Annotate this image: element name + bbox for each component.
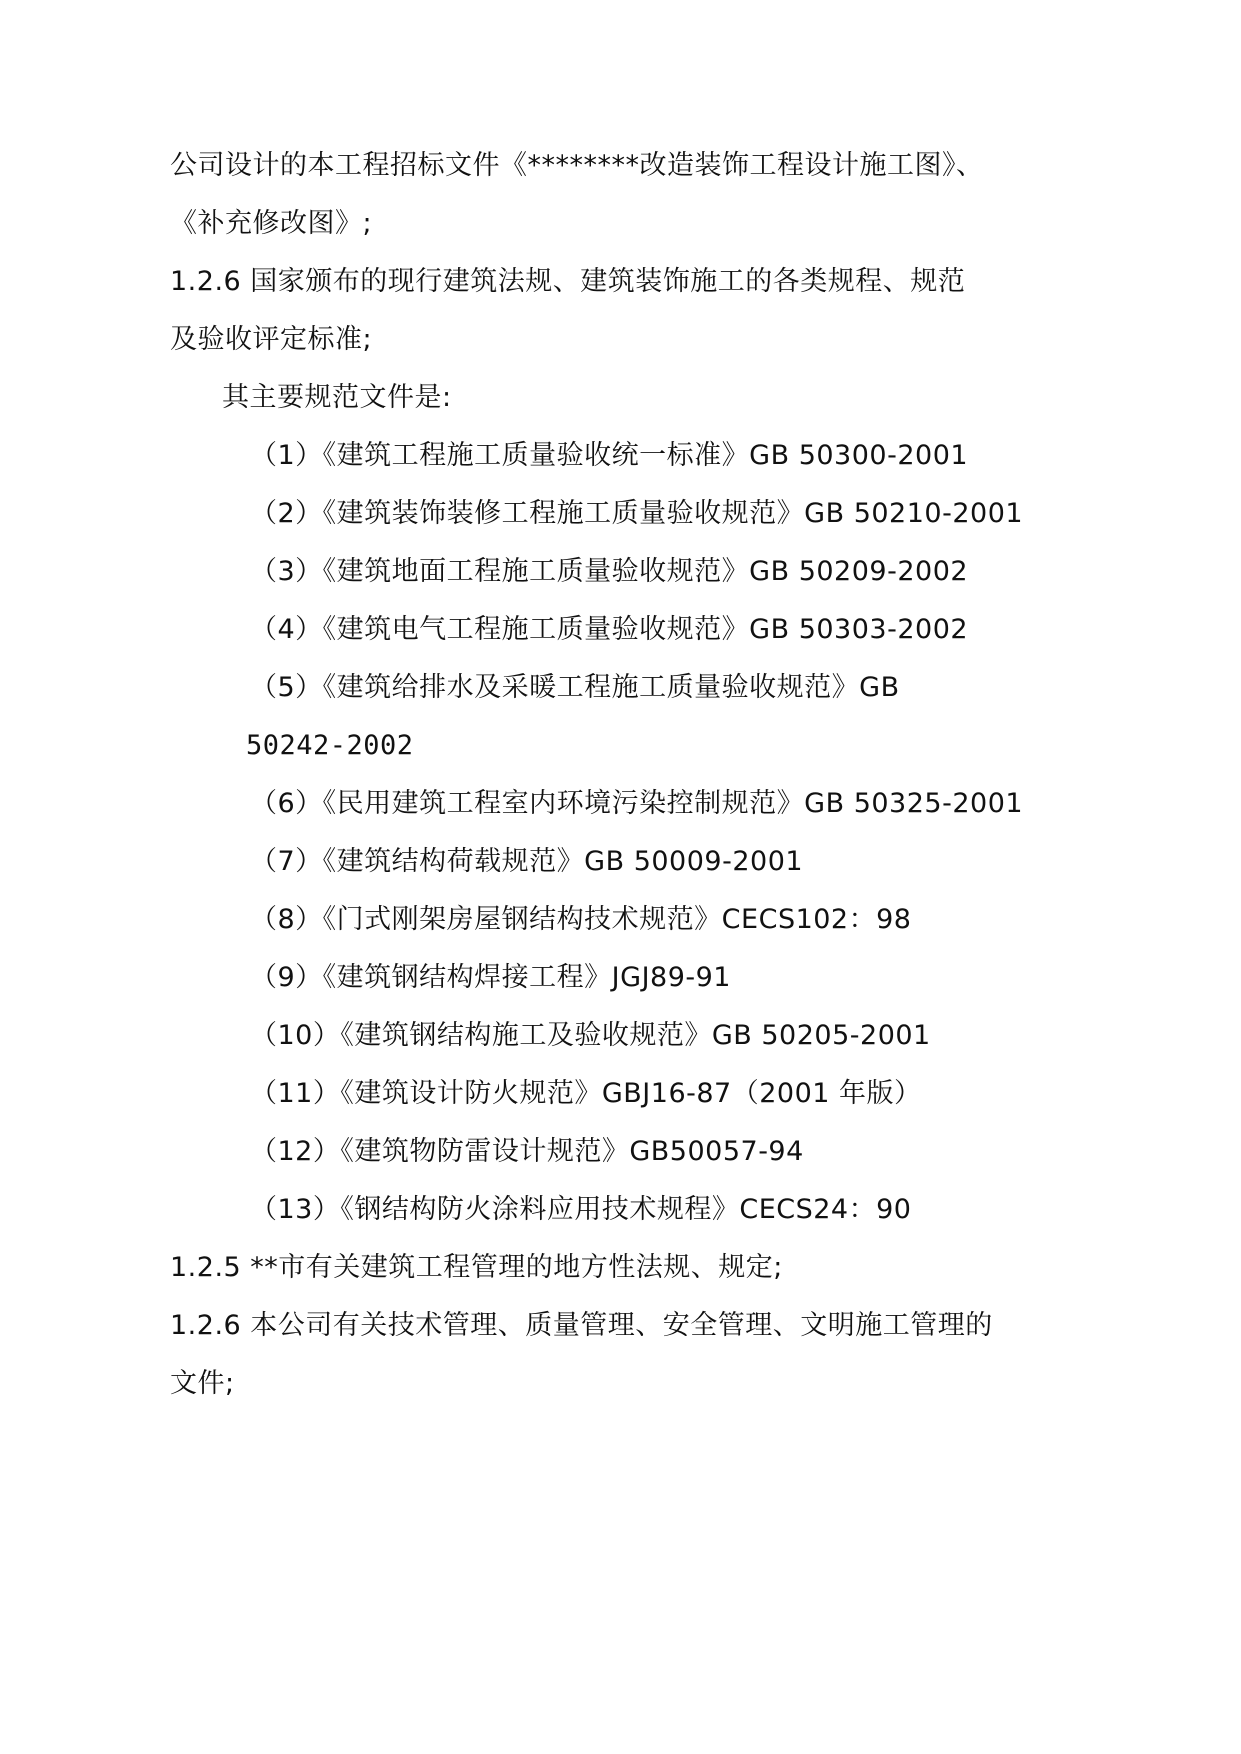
item-126-line-2: 及验收评定标准; [170,324,373,355]
intro-line-2: 《补充修改图》; [170,208,373,239]
spec-item-7: （7）《建筑结构荷载规范》GB 50009-2001 [250,846,804,877]
intro-line-1: 公司设计的本工程招标文件《********改造装饰工程设计施工图》、 [170,150,984,181]
spec-item-2: （2）《建筑装饰装修工程施工质量验收规范》GB 50210-2001 [250,498,1024,529]
spec-item-5-continuation: 50242-2002 [246,730,414,761]
spec-item-6: （6）《民用建筑工程室内环境污染控制规范》GB 50325-2001 [250,788,1024,819]
spec-item-10: （10）《建筑钢结构施工及验收规范》GB 50205-2001 [250,1020,931,1051]
spec-item-1: （1）《建筑工程施工质量验收统一标准》GB 50300-2001 [250,440,969,471]
main-specs-label: 其主要规范文件是: [222,382,452,413]
spec-item-12: （12）《建筑物防雷设计规范》GB50057-94 [250,1136,804,1167]
spec-item-5: （5）《建筑给排水及采暖工程施工质量验收规范》GB [250,672,900,703]
spec-item-13: （13）《钢结构防火涂料应用技术规程》CECS24：90 [250,1194,912,1225]
item-126b-line-2: 文件; [170,1368,235,1399]
spec-item-11: （11）《建筑设计防火规范》GBJ16-87（2001 年版） [250,1078,922,1109]
spec-item-8: （8）《门式刚架房屋钢结构技术规范》CECS102：98 [250,904,912,935]
spec-item-9: （9）《建筑钢结构焊接工程》JGJ89-91 [250,962,731,993]
item-125: 1.2.5 **市有关建筑工程管理的地方性法规、规定; [170,1252,783,1283]
item-126b-line-1: 1.2.6 本公司有关技术管理、质量管理、安全管理、文明施工管理的 [170,1310,993,1341]
spec-item-3: （3）《建筑地面工程施工质量验收规范》GB 50209-2002 [250,556,969,587]
spec-item-4: （4）《建筑电气工程施工质量验收规范》GB 50303-2002 [250,614,969,645]
item-126-line-1: 1.2.6 国家颁布的现行建筑法规、建筑装饰施工的各类规程、规范 [170,266,966,297]
